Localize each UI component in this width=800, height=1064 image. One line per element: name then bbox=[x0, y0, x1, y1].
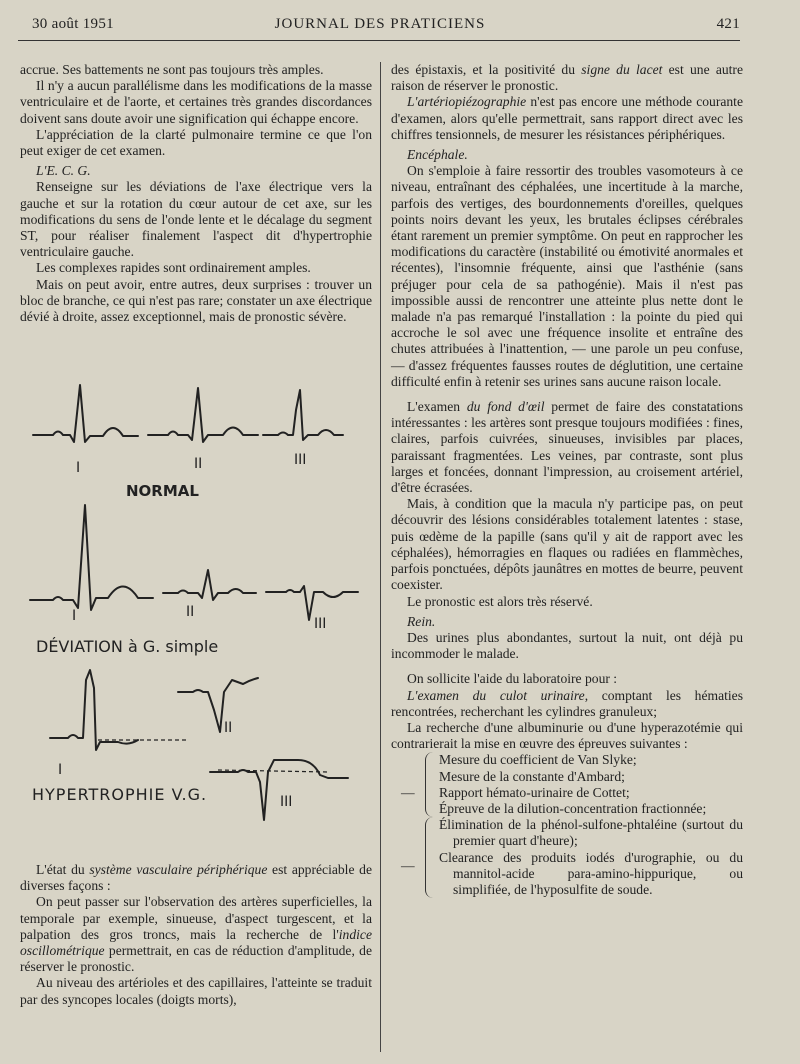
ecg-trace-deviation-2 bbox=[163, 570, 256, 600]
column-divider bbox=[380, 62, 381, 1052]
ecg-figure bbox=[28, 380, 368, 850]
paragraph: Renseigne sur les déviations de l'axe électrique vers la gauche et sur la rotation du cœur autour de cet axe, sur les modifications du sens de l'onde lente et le décalage du segment ST, pour réaliser finalement l'aspect dit d'hypertrophie ventriculaire gauche. bbox=[20, 179, 372, 260]
ecg-trace-deviation-1 bbox=[30, 505, 153, 610]
lead-label: III bbox=[280, 794, 293, 810]
brace bbox=[425, 817, 436, 898]
paragraph: Des urines plus abondantes, surtout la nuit, ont déjà pu incommoder le malade. bbox=[391, 629, 743, 662]
section-heading-encephale: Encéphale. bbox=[407, 147, 468, 163]
lead-label: II bbox=[194, 456, 203, 472]
list-item: Rapport hémato-urinaire de Cottet; bbox=[439, 784, 630, 800]
left-column-bottom bbox=[20, 862, 372, 1008]
normal-label: NORMAL bbox=[126, 482, 199, 500]
header-rule bbox=[18, 40, 740, 41]
hypertrophie-label: HYPERTROPHIE V.G. bbox=[32, 785, 208, 804]
test-list-1 bbox=[401, 752, 743, 817]
list-item: Mesure de la constante d'Ambard; bbox=[439, 768, 625, 784]
paragraph: L'examen du fond d'œil permet de faire des constatations intéressantes : les artères sont presque toujours modifiées : fines, claires, parfois cuivrées, sinueuses, invisibles par places, paraissant fragmentées. Les veines, par contraste, sont plus larges et foncées, donnant l'impression, au croisement artériel, d'être écrasées. bbox=[391, 399, 743, 496]
section-heading-ecg: L'E. C. G. bbox=[36, 163, 91, 179]
list-dash: — bbox=[401, 784, 415, 800]
lead-label: I bbox=[76, 460, 81, 476]
list-item: Élimination de la phénol-sulfone-phtaléine (surtout du premier quart d'heure); bbox=[439, 817, 743, 849]
paragraph: La recherche d'une albuminurie ou d'une hyperazotémie qui contrarierait la mise en œuvre des épreuves suivantes : bbox=[391, 719, 743, 752]
lead-label: II bbox=[224, 720, 233, 736]
paragraph: On peut passer sur l'observation des artères superficielles, la temporale par exemple, sinueuse, d'aspect turgescent, et la palpation des gros troncs, mais la recherche de l'indice oscillométrique permettrait, en cas de réduction d'amplitude, de réserver le pronostic. bbox=[20, 894, 372, 975]
paragraph: Au niveau des artérioles et des capillaires, l'atteinte se traduit par des syncopes locales (doigts morts), bbox=[20, 975, 372, 1007]
paragraph: des épistaxis, et la positivité du signe du lacet est une autre raison de réserver le pronostic. bbox=[391, 62, 743, 94]
list-item: Clearance des produits iodés d'urographie, ou du mannitol-acide para-amino-hippurique, ou simplifiée, de l'hyposulfite de soude. bbox=[439, 849, 743, 897]
deviation-label: DÉVIATION à G. simple bbox=[36, 637, 219, 656]
header-date: 30 août 1951 bbox=[32, 16, 114, 32]
ecg-trace-normal-3 bbox=[263, 390, 343, 440]
lead-label: III bbox=[294, 452, 307, 468]
ecg-trace-normal-1 bbox=[33, 385, 138, 442]
paragraph: L'état du système vasculaire périphérique est appréciable de diverses façons : bbox=[20, 862, 373, 894]
right-column bbox=[391, 62, 743, 898]
brace bbox=[425, 752, 436, 817]
section-heading-rein: Rein. bbox=[407, 613, 436, 629]
lead-label: III bbox=[314, 616, 327, 632]
test-list-2 bbox=[401, 817, 743, 898]
journal-title: JOURNAL DES PRATICIENS bbox=[274, 16, 486, 32]
paragraph: Les complexes rapides sont ordinairement amples. bbox=[36, 260, 311, 276]
paragraph: L'examen du culot urinaire, comptant les hématies rencontrées, recherchant les cylindres granuleux; bbox=[391, 687, 743, 719]
ecg-trace-hypertrophie-2 bbox=[178, 678, 258, 732]
ecg-trace-hypertrophie-1 bbox=[50, 670, 138, 750]
paragraph: Le pronostic est alors très réservé. bbox=[407, 593, 593, 609]
left-column bbox=[20, 62, 372, 325]
ecg-illustration bbox=[28, 380, 368, 850]
list-item: Mesure du coefficient de Van Slyke; bbox=[439, 752, 637, 768]
lead-label: II bbox=[186, 604, 195, 620]
lead-label: I bbox=[58, 762, 63, 778]
paragraph: Il n'y a aucun parallélisme dans les modifications de la masse ventriculaire et de l'aorte, et certaines très grandes discordances doivent sans doute avoir une signification qui échappe encore. bbox=[20, 78, 372, 126]
paragraph: accrue. Ses battements ne sont pas toujours très amples. bbox=[20, 62, 324, 77]
list-dash: — bbox=[401, 857, 415, 873]
paragraph: Mais on peut avoir, entre autres, deux surprises : trouver un bloc de branche, ce qui n'est pas rare; constater un axe électrique dévié à droite, assez exceptionnel, mais de pronostic sévère. bbox=[20, 276, 372, 325]
page-number: 421 bbox=[716, 16, 740, 32]
paragraph: L'artériopiézographie n'est pas encore une méthode courante d'examen, alors qu'elle permettrait, sans rapport direct avec les chiffres tensionnels, de mesurer les résistances périphériques. bbox=[391, 94, 743, 142]
paragraph: Mais, à condition que la macula n'y participe pas, on peut découvrir des lésions considérables totalement latentes : stase, puis œdème de la papille (sans qu'il y ait de rapport avec les céphalées), hémorragies en flaques ou radiées en flammèches, parfois ponctuées, dépôts jaunâtres en mottes de beurre, peuvent coexister. bbox=[391, 496, 743, 593]
paragraph: On s'emploie à faire ressortir des troubles vasomoteurs à ce niveau, entraînant des céphalées, une incertitude à la marche, parfois des vertiges, des bourdonnements d'oreilles, quelques points noirs devant les yeux, les brutales éclipses cérébrales étant rarement un premier symptôme. On peut en rapprocher les modifications du caractère (instabilité ou émotivité anormales et récentes), l'insomnie fréquente, ainsi que l'asthénie (sans préjuger pour cela de sa pathogénie). Mais il n'est pas impossible aussi de rencontrer une atteinte plus nette dont le malade n'a pas remarqué l'installation : la pointe du pied qui accroche le sol avec une fréquence insolite et entraîne des chutes attribuées à l'inattention, — une parole un peu confuse, — d'assez fréquentes fausses routes de déglutition, une certaine difficulté enfin à retenir ses urines sans aucune raison locale. bbox=[391, 163, 743, 389]
ecg-trace-hypertrophie-3 bbox=[210, 760, 348, 820]
ecg-trace-normal-2 bbox=[148, 388, 258, 442]
ecg-trace-deviation-3 bbox=[266, 586, 358, 620]
paragraph: L'appréciation de la clarté pulmonaire termine ce que l'on peut exiger de cet examen. bbox=[20, 126, 372, 159]
list-item: Épreuve de la dilution-concentration fractionnée; bbox=[439, 800, 707, 816]
page-header bbox=[20, 16, 740, 38]
paragraph: On sollicite l'aide du laboratoire pour : bbox=[407, 671, 618, 687]
lead-label: I bbox=[72, 608, 77, 624]
